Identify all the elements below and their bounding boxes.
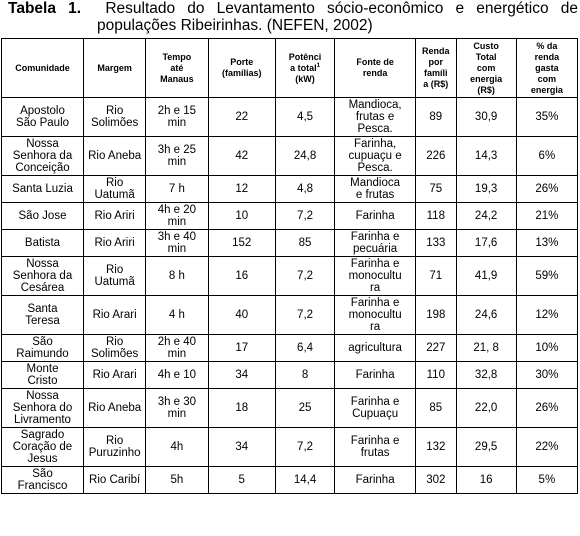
cell-custo: 16 xyxy=(456,467,516,494)
cell-porte: 42 xyxy=(208,137,275,176)
cell-margem: Rio Ariri xyxy=(83,203,145,230)
cell-renda: 132 xyxy=(416,428,456,467)
header-porte: Porte (famílias) xyxy=(208,39,275,98)
cell-tempo: 2h e 40 min xyxy=(146,335,208,362)
data-table xyxy=(1,38,578,494)
cell-margem: Rio Puruzinho xyxy=(83,428,145,467)
header-comunidade: Comunidade xyxy=(2,39,84,98)
cell-renda: 198 xyxy=(416,296,456,335)
cell-tempo: 4h xyxy=(146,428,208,467)
cell-renda: 89 xyxy=(416,98,456,137)
cell-comunidade: Nossa Senhora da Cesárea xyxy=(2,257,84,296)
cell-potencia: 4,8 xyxy=(275,176,334,203)
cell-potencia: 24,8 xyxy=(275,137,334,176)
cell-comunidade: São Jose xyxy=(2,203,84,230)
cell-custo: 17,6 xyxy=(456,230,516,257)
cell-custo: 24,6 xyxy=(456,296,516,335)
cell-custo: 22,0 xyxy=(456,389,516,428)
cell-potencia: 7,2 xyxy=(275,257,334,296)
cell-fonte: agricultura xyxy=(335,335,416,362)
cell-margem: Rio Arari xyxy=(83,362,145,389)
table-row xyxy=(2,389,578,428)
cell-margem: Rio Ariri xyxy=(83,230,145,257)
cell-comunidade: Nossa Senhora da Conceição xyxy=(2,137,84,176)
header-custo: Custo Total com energia (R$) xyxy=(456,39,516,98)
cell-potencia: 6,4 xyxy=(275,335,334,362)
cell-fonte: Farinha xyxy=(335,467,416,494)
cell-porte: 40 xyxy=(208,296,275,335)
cell-comunidade: Apostolo São Paulo xyxy=(2,98,84,137)
cell-percent: 12% xyxy=(516,296,577,335)
cell-renda: 118 xyxy=(416,203,456,230)
cell-tempo: 3h e 25 min xyxy=(146,137,208,176)
cell-renda: 110 xyxy=(416,362,456,389)
table-row xyxy=(2,428,578,467)
cell-fonte: Farinha xyxy=(335,203,416,230)
cell-renda: 227 xyxy=(416,335,456,362)
cell-custo: 41,9 xyxy=(456,257,516,296)
cell-percent: 6% xyxy=(516,137,577,176)
caption-title-part2: populações Ribeirinhas. (NEFEN, 2002) xyxy=(97,17,373,34)
cell-custo: 19,3 xyxy=(456,176,516,203)
cell-comunidade: São Raimundo xyxy=(2,335,84,362)
cell-percent: 59% xyxy=(516,257,577,296)
cell-porte: 12 xyxy=(208,176,275,203)
cell-tempo: 4h e 10 xyxy=(146,362,208,389)
cell-renda: 226 xyxy=(416,137,456,176)
cell-potencia: 7,2 xyxy=(275,428,334,467)
cell-margem: Rio Aneba xyxy=(83,137,145,176)
header-renda: Renda por famíli a (R$) xyxy=(416,39,456,98)
cell-porte: 152 xyxy=(208,230,275,257)
header-row xyxy=(2,39,578,98)
cell-potencia: 14,4 xyxy=(275,467,334,494)
table-row xyxy=(2,203,578,230)
cell-porte: 34 xyxy=(208,362,275,389)
cell-renda: 133 xyxy=(416,230,456,257)
cell-margem: Rio Uatumã xyxy=(83,257,145,296)
cell-margem: Rio Caribí xyxy=(83,467,145,494)
cell-percent: 26% xyxy=(516,389,577,428)
cell-porte: 18 xyxy=(208,389,275,428)
cell-custo: 21, 8 xyxy=(456,335,516,362)
cell-comunidade: Sagrado Coração de Jesus xyxy=(2,428,84,467)
cell-porte: 34 xyxy=(208,428,275,467)
cell-potencia: 8 xyxy=(275,362,334,389)
table-row xyxy=(2,176,578,203)
cell-comunidade: Nossa Senhora do Livramento xyxy=(2,389,84,428)
table-caption xyxy=(8,0,578,34)
cell-fonte: Mandioca, frutas e Pesca. xyxy=(335,98,416,137)
cell-percent: 30% xyxy=(516,362,577,389)
table-row xyxy=(2,335,578,362)
cell-margem: Rio Uatumã xyxy=(83,176,145,203)
cell-percent: 35% xyxy=(516,98,577,137)
cell-renda: 71 xyxy=(416,257,456,296)
cell-custo: 32,8 xyxy=(456,362,516,389)
cell-porte: 10 xyxy=(208,203,275,230)
cell-percent: 21% xyxy=(516,203,577,230)
caption-label: Tabela 1. xyxy=(8,0,82,17)
cell-custo: 14,3 xyxy=(456,137,516,176)
header-fonte: Fonte de renda xyxy=(335,39,416,98)
cell-fonte: Mandioca e frutas xyxy=(335,176,416,203)
cell-renda: 302 xyxy=(416,467,456,494)
header-margem: Margem xyxy=(83,39,145,98)
cell-custo: 29,5 xyxy=(456,428,516,467)
cell-renda: 85 xyxy=(416,389,456,428)
caption-line-1 xyxy=(8,0,578,17)
cell-percent: 13% xyxy=(516,230,577,257)
cell-potencia: 25 xyxy=(275,389,334,428)
table-row xyxy=(2,467,578,494)
cell-porte: 22 xyxy=(208,98,275,137)
cell-custo: 30,9 xyxy=(456,98,516,137)
cell-potencia: 85 xyxy=(275,230,334,257)
header-potencia: Potênci a total$^1$ (kW) xyxy=(275,39,334,98)
cell-fonte: Farinha e Cupuaçu xyxy=(335,389,416,428)
table-row xyxy=(2,230,578,257)
cell-comunidade: Santa Teresa xyxy=(2,296,84,335)
header-percent: % da renda gasta com energia xyxy=(516,39,577,98)
cell-tempo: 5h xyxy=(146,467,208,494)
cell-fonte: Farinha, cupuaçu e Pesca. xyxy=(335,137,416,176)
cell-percent: 10% xyxy=(516,335,577,362)
cell-potencia: 4,5 xyxy=(275,98,334,137)
cell-fonte: Farinha xyxy=(335,362,416,389)
cell-fonte: Farinha e frutas xyxy=(335,428,416,467)
cell-custo: 24,2 xyxy=(456,203,516,230)
cell-porte: 5 xyxy=(208,467,275,494)
cell-percent: 5% xyxy=(516,467,577,494)
table-row xyxy=(2,362,578,389)
cell-fonte: Farinha e monocultu ra xyxy=(335,296,416,335)
cell-percent: 22% xyxy=(516,428,577,467)
cell-tempo: 3h e 30 min xyxy=(146,389,208,428)
cell-margem: Rio Solimões xyxy=(83,98,145,137)
table-row xyxy=(2,257,578,296)
cell-comunidade: Batista xyxy=(2,230,84,257)
cell-comunidade: São Francisco xyxy=(2,467,84,494)
cell-fonte: Farinha e pecuária xyxy=(335,230,416,257)
cell-tempo: 7 h xyxy=(146,176,208,203)
table-row xyxy=(2,296,578,335)
cell-tempo: 8 h xyxy=(146,257,208,296)
cell-margem: Rio Aneba xyxy=(83,389,145,428)
cell-potencia: 7,2 xyxy=(275,203,334,230)
cell-porte: 16 xyxy=(208,257,275,296)
cell-margem: Rio Solimões xyxy=(83,335,145,362)
table-row xyxy=(2,98,578,137)
cell-tempo: 4h e 20 min xyxy=(146,203,208,230)
cell-potencia: 7,2 xyxy=(275,296,334,335)
cell-fonte: Farinha e monocultu ra xyxy=(335,257,416,296)
cell-tempo: 4 h xyxy=(146,296,208,335)
caption-title-part1: Resultado do Levantamento sócio-econômico e energético de xyxy=(105,0,578,17)
header-tempo: Tempo até Manaus xyxy=(146,39,208,98)
cell-comunidade: Santa Luzia xyxy=(2,176,84,203)
cell-margem: Rio Arari xyxy=(83,296,145,335)
cell-tempo: 2h e 15 min xyxy=(146,98,208,137)
cell-porte: 17 xyxy=(208,335,275,362)
cell-renda: 75 xyxy=(416,176,456,203)
cell-percent: 26% xyxy=(516,176,577,203)
cell-tempo: 3h e 40 min xyxy=(146,230,208,257)
table-body xyxy=(2,98,578,494)
cell-comunidade: Monte Cristo xyxy=(2,362,84,389)
table-row xyxy=(2,137,578,176)
